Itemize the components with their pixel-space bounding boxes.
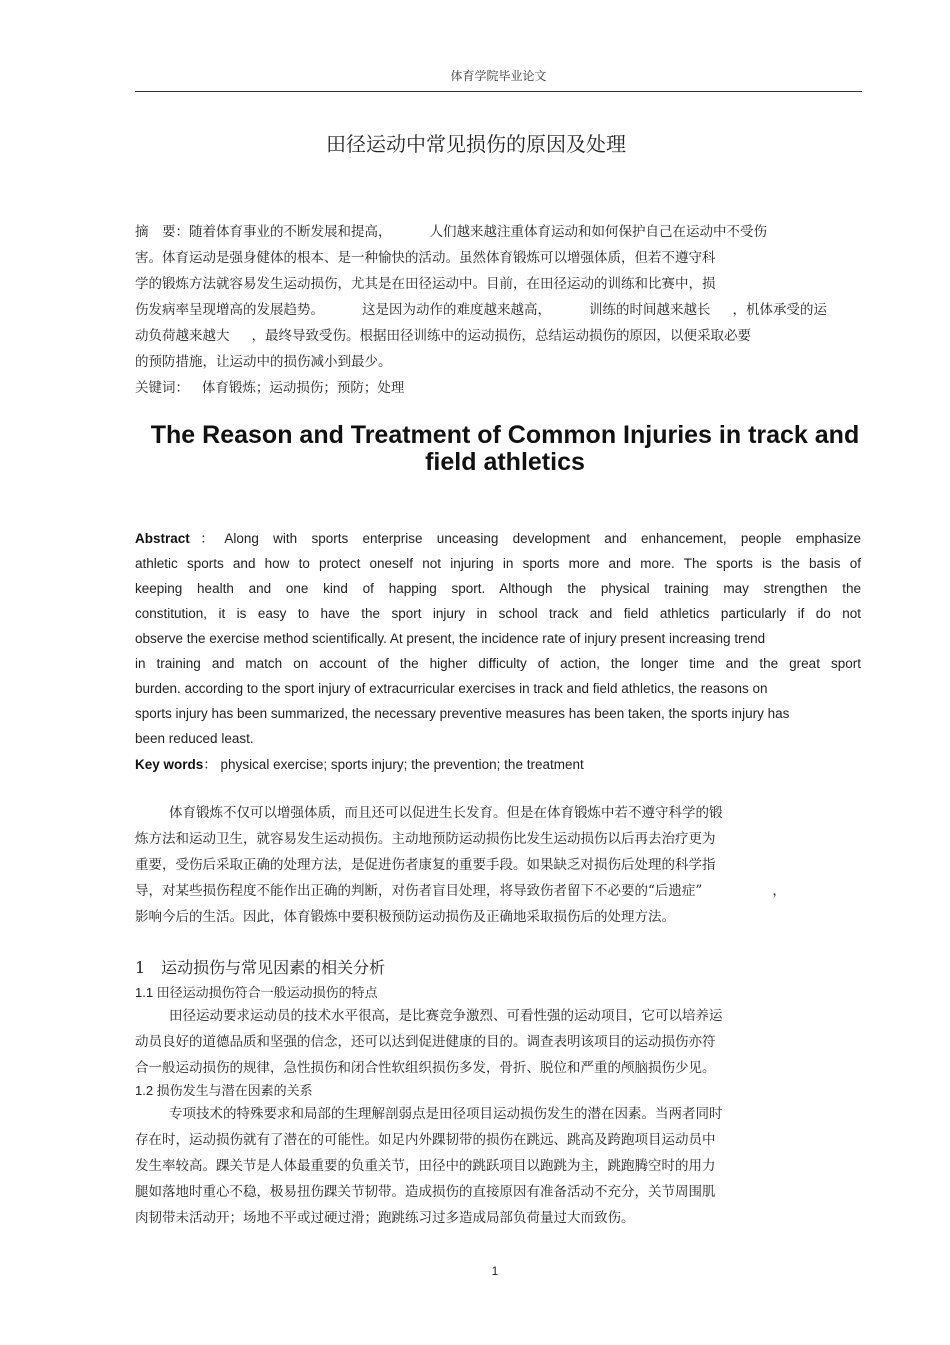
body-line: 重要，受伤后采取正确的处理方法，是促进伤者康复的重要手段。如果缺乏对损伤后处理的科学指	[135, 857, 716, 873]
body-line: 影响今后的生活。因此，体育锻炼中要积极预防运动损伤及正确地采取损伤后的处理方法。	[135, 909, 675, 925]
body-line: 肉韧带未活动开；场地不平或过硬过滑；跑跳练习过多造成局部负荷量过大而致伤。	[135, 1210, 635, 1226]
english-keywords-line: Key words： physical exercise; sports injury; the prevention; the treatment	[135, 757, 584, 772]
cn-keywords-line	[135, 375, 862, 401]
page-number: 1	[491, 1264, 499, 1278]
subsection-1-2	[135, 1081, 862, 1231]
cn-abstract-label: 摘 要：	[135, 224, 189, 240]
subsection-heading: 1.1 田径运动损伤符合一般运动损伤的特点	[135, 985, 378, 1000]
en-keywords-label: Key words	[135, 757, 204, 772]
english-title: The Reason and Treatment of Common Injuries in track and field athletics	[150, 421, 860, 476]
chinese-title: 田径运动中常见损伤的原因及处理	[326, 132, 626, 156]
en-abstract-line: observe the exercise method scientifically. At present, the incidence rate of injury present increasing trend	[135, 631, 766, 646]
cn-abstract-line: 的预防措施，让运动中的损伤减小到最少。	[135, 354, 392, 370]
cn-keywords-label: 关键词：	[135, 380, 189, 396]
chinese-abstract	[135, 219, 862, 401]
body-line: 炼方法和运动卫生，就容易发生运动损伤。主动地预防运动损伤比发生运动损伤以后再去治疗更为	[135, 831, 716, 847]
en-abstract-line: sports injury has been summarized, the necessary preventive measures has been taken, the sports injury has	[135, 706, 790, 721]
body-line: 田径运动要求运动员的技术水平很高，是比赛竞争激烈、可看性强的运动项目，它可以培养运	[169, 1008, 723, 1024]
body-line: 腿如落地时重心不稳，极易扭伤踝关节韧带。造成损伤的直接原因有准备活动不充分，关节周围肌	[135, 1184, 716, 1200]
cn-keywords: 体育锻炼；运动损伤；预防；处理	[201, 380, 405, 396]
body-line: 发生率较高。踝关节是人体最重要的负重关节，田径中的跳跃项目以跑跳为主，跳跑腾空时的用力	[135, 1158, 716, 1174]
cn-abstract-line: 伤发病率呈现增高的发展趋势。 这是因为动作的难度越来越高， 训练的时间越来越长 ，机体承受的运	[135, 302, 827, 318]
en-abstract-line: in training and match on account of the higher difficulty of action, the longer time and the great sport	[135, 656, 861, 671]
subsection-1-1	[135, 983, 862, 1081]
en-abstract-line: athletic sports and how to protect oneself not injuring in sports more and more. The sports is the basis of	[135, 556, 861, 571]
body-line: 存在时，运动损伤就有了潜在的可能性。如足内外踝韧带的损伤在跳远、跳高及跨跑项目运动员中	[135, 1132, 716, 1148]
section-heading: 1 运动损伤与常见因素的相关分析	[135, 958, 386, 977]
running-header: 体育学院毕业论文	[450, 69, 547, 83]
en-abstract-line: Abstract：Along with sports enterprise unceasing development and enhancement, people emphasize	[135, 531, 861, 546]
cn-abstract-line: 摘 要：随着体育事业的不断发展和提高， 人们越来越注重体育运动和如何保护自己在运动中不受伤	[135, 224, 767, 240]
en-abstract-line: been reduced least.	[135, 731, 254, 746]
en-abstract-label: Abstract	[135, 531, 190, 546]
english-abstract	[135, 526, 861, 751]
body-line: 动员良好的道德品质和坚强的信念，还可以达到促进健康的目的。调查表明该项目的运动损伤亦符	[135, 1034, 716, 1050]
cn-abstract-line: 学的锻炼方法就容易发生运动损伤，尤其是在田径运动中。目前，在田径运动的训练和比赛中，损	[135, 276, 716, 292]
body-line: 专项技术的特殊要求和局部的生理解剖弱点是田径项目运动损伤发生的潜在因素。当两者同时	[169, 1106, 723, 1122]
intro-paragraph	[135, 800, 862, 930]
en-abstract-line: keeping health and one kind of happing sport. Although the physical training may strengthen the	[135, 581, 861, 596]
subsection-heading: 1.2 损伤发生与潜在因素的关系	[135, 1083, 313, 1098]
body-line: 导，对某些损伤程度不能作出正确的判断，对伤者盲目处理，将导致伤者留下不必要的“后遗症” ，	[135, 883, 786, 899]
en-abstract-line: constitution, it is easy to have the sport injury in school track and field athletics particularly if do not	[135, 606, 861, 621]
header-rule	[135, 91, 862, 92]
cn-abstract-line: 害。体育运动是强身健体的根本、是一种愉快的活动。虽然体育锻炼可以增强体质，但若不遵守科	[135, 250, 716, 266]
en-keywords: physical exercise; sports injury; the prevention; the treatment	[220, 757, 584, 772]
en-abstract-line: burden. according to the sport injury of extracurricular exercises in track and field athletics, the reasons on	[135, 681, 768, 696]
cn-abstract-line: 动负荷越来越大 ，最终导致受伤。根据田径训练中的运动损伤，总结运动损伤的原因，以便采取必要	[135, 328, 751, 344]
body-line: 合一般运动损伤的规律，急性损伤和闭合性软组织损伤多发，骨折、脱位和严重的颅脑损伤少见。	[135, 1060, 716, 1076]
body-line: 体育锻炼不仅可以增强体质，而且还可以促进生长发育。但是在体育锻炼中若不遵守科学的锻	[169, 805, 723, 821]
